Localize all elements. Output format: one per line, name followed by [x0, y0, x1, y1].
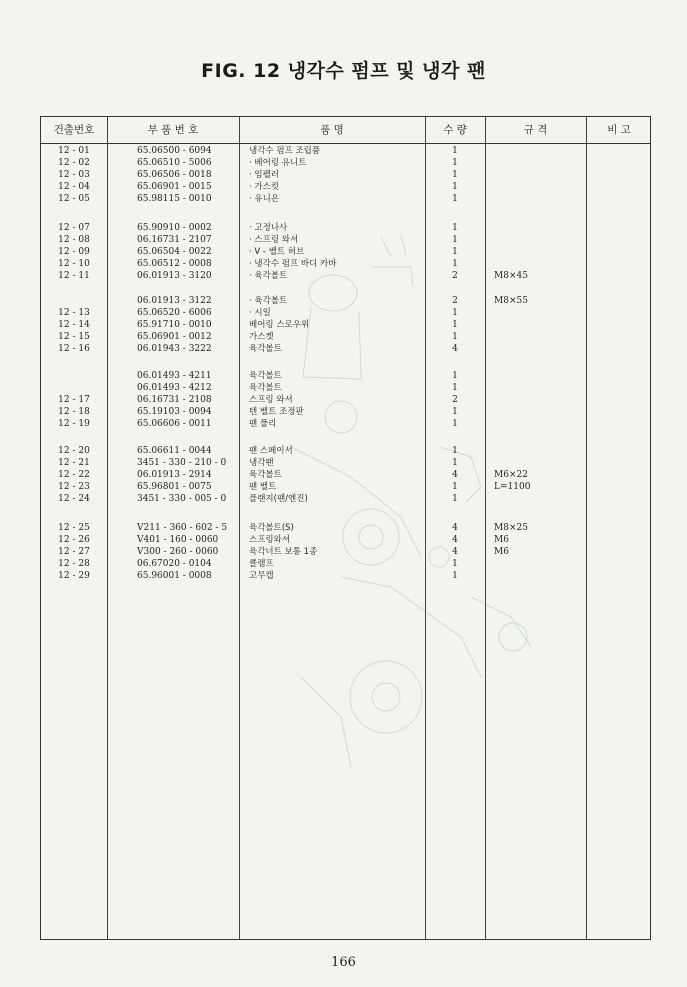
row-quantity: 1 — [452, 170, 458, 180]
row-quantity: 1 — [452, 182, 458, 192]
row-spec: M6×22 — [494, 470, 528, 480]
header-part-name: 품 명 — [320, 124, 344, 136]
row-quantity: 1 — [452, 383, 458, 393]
row-spec: L=1100 — [494, 482, 531, 492]
table-row — [41, 546, 650, 558]
row-part-name: · 냉각수 펌프 바디 카바 — [249, 259, 337, 269]
table-row — [41, 522, 650, 534]
row-part-number: V300 - 260 - 0060 — [137, 547, 219, 557]
row-quantity: 1 — [452, 482, 458, 492]
row-part-number: 65.90910 - 0002 — [137, 223, 212, 233]
row-quantity: 1 — [452, 371, 458, 381]
row-code: 12 - 08 — [58, 235, 90, 245]
row-code: 12 - 28 — [58, 559, 90, 569]
table-row — [41, 469, 650, 481]
row-part-number: 65.91710 - 0010 — [137, 320, 212, 330]
row-quantity: 4 — [452, 535, 458, 545]
row-quantity: 1 — [452, 247, 458, 257]
row-code: 12 - 21 — [58, 458, 90, 468]
row-quantity: 1 — [452, 571, 458, 581]
table-row — [41, 534, 650, 546]
row-part-number: V211 - 360 - 602 - 5 — [137, 523, 228, 533]
row-quantity: 1 — [452, 235, 458, 245]
row-code: 12 - 13 — [58, 308, 90, 318]
row-part-number: 65.06500 - 6094 — [137, 146, 212, 156]
table-row — [41, 570, 650, 582]
row-part-name: · 가스킷 — [249, 182, 280, 192]
table-row — [41, 418, 650, 430]
row-part-number: 65.06520 - 6006 — [137, 308, 212, 318]
row-quantity: 2 — [452, 395, 458, 405]
row-part-name: · 스프링 와셔 — [249, 235, 299, 245]
row-part-number: 65.06512 - 0008 — [137, 259, 212, 269]
row-part-name: 플랜지(팬/엔진) — [249, 494, 308, 504]
row-quantity: 1 — [452, 223, 458, 233]
row-code: 12 - 04 — [58, 182, 90, 192]
row-part-number: 06.01493 - 4212 — [137, 383, 212, 393]
table-row — [41, 558, 650, 570]
row-part-number: 65.98115 - 0010 — [137, 194, 212, 204]
row-part-number: V401 - 160 - 0060 — [137, 535, 219, 545]
table-row — [41, 246, 650, 258]
row-code: 12 - 29 — [58, 571, 90, 581]
row-code: 12 - 05 — [58, 194, 90, 204]
row-part-number: 65.06901 - 0012 — [137, 332, 212, 342]
row-part-name: 팬 벨트 — [249, 482, 277, 492]
page-number: 166 — [331, 955, 356, 970]
table-row — [41, 295, 650, 307]
row-quantity: 4 — [452, 523, 458, 533]
row-quantity: 2 — [452, 296, 458, 306]
table-row — [41, 481, 650, 493]
row-code: 12 - 26 — [58, 535, 90, 545]
row-part-name: 냉각수 펌프 조립품 — [249, 146, 321, 156]
row-part-name: · 육각볼트 — [249, 271, 288, 281]
header-code: 건출번호 — [53, 124, 95, 136]
row-part-number: 65.06901 - 0015 — [137, 182, 212, 192]
row-part-name: 팬 풀리 — [249, 419, 277, 429]
row-quantity: 1 — [452, 559, 458, 569]
row-code: 12 - 10 — [58, 259, 90, 269]
table-row — [41, 181, 650, 193]
table-row — [41, 382, 650, 394]
table-row — [41, 445, 650, 457]
header-quantity: 수 량 — [443, 124, 467, 136]
row-code: 12 - 19 — [58, 419, 90, 429]
row-spec: M6 — [494, 535, 509, 545]
page-title: FIG. 12 냉각수 펌프 및 냉각 팬 — [201, 60, 486, 82]
row-part-name: 냉각팬 — [249, 458, 274, 468]
row-part-name: 육각볼트 — [249, 371, 282, 381]
row-part-name: 클램프 — [249, 559, 274, 569]
row-code: 12 - 17 — [58, 395, 90, 405]
table-row — [41, 331, 650, 343]
row-part-number: 65.96001 - 0008 — [137, 571, 212, 581]
table-row — [41, 307, 650, 319]
row-part-name: · V - 벨트 허브 — [249, 247, 305, 257]
row-quantity: 2 — [452, 271, 458, 281]
row-part-name: 팬 스페이서 — [249, 446, 293, 456]
row-quantity: 1 — [452, 494, 458, 504]
row-code: 12 - 03 — [58, 170, 90, 180]
row-quantity: 1 — [452, 146, 458, 156]
table-row — [41, 222, 650, 234]
header-remark: 비 고 — [607, 124, 631, 136]
row-part-name: · 유니온 — [249, 194, 280, 204]
row-code: 12 - 22 — [58, 470, 90, 480]
row-part-number: 65.06606 - 0011 — [137, 419, 212, 429]
row-quantity: 1 — [452, 194, 458, 204]
row-part-number: 65.06506 - 0018 — [137, 170, 212, 180]
row-part-name: 스프링 와셔 — [249, 395, 293, 405]
row-quantity: 1 — [452, 158, 458, 168]
row-part-name: · 시일 — [249, 308, 271, 318]
row-part-number: 3451 - 330 - 210 - 0 — [137, 458, 227, 468]
row-part-name: 육각볼트 — [249, 470, 282, 480]
row-code: 12 - 01 — [58, 146, 90, 156]
row-spec: M8×55 — [494, 296, 528, 306]
row-code: 12 - 15 — [58, 332, 90, 342]
parts-table — [40, 116, 651, 940]
table-row — [41, 343, 650, 355]
table-row — [41, 457, 650, 469]
row-quantity: 1 — [452, 308, 458, 318]
row-code: 12 - 18 — [58, 407, 90, 417]
row-quantity: 1 — [452, 320, 458, 330]
row-part-number: 65.96801 - 0075 — [137, 482, 212, 492]
table-row — [41, 193, 650, 205]
row-quantity: 1 — [452, 419, 458, 429]
table-row — [41, 258, 650, 270]
row-quantity: 1 — [452, 332, 458, 342]
row-part-number: 06.16731 - 2107 — [137, 235, 212, 245]
table-row — [41, 493, 650, 505]
row-part-number: 65.19103 - 0094 — [137, 407, 212, 417]
row-part-name: · 육각볼트 — [249, 296, 288, 306]
row-spec: M8×25 — [494, 523, 528, 533]
row-part-name: 텐 벨트 조정판 — [249, 407, 304, 417]
row-part-number: 06.16731 - 2108 — [137, 395, 212, 405]
header-spec: 규 격 — [523, 124, 548, 136]
row-code: 12 - 11 — [58, 271, 90, 281]
row-part-name: 육각너트 보통 1종 — [249, 547, 318, 557]
table-row — [41, 319, 650, 331]
row-part-name: · 고정나사 — [249, 223, 288, 233]
row-part-name: · 임펠러 — [249, 170, 280, 180]
row-part-name: 가스켓 — [249, 332, 274, 342]
row-part-number: 06.01943 - 3222 — [137, 344, 212, 354]
row-spec: M8×45 — [494, 271, 528, 281]
row-quantity: 4 — [452, 470, 458, 480]
table-row — [41, 234, 650, 246]
table-header — [41, 117, 650, 144]
row-code: 12 - 27 — [58, 547, 90, 557]
row-part-name: 스프링와셔 — [249, 535, 291, 545]
row-part-number: 65.06504 - 0022 — [137, 247, 212, 257]
row-code: 12 - 16 — [58, 344, 90, 354]
row-code: 12 - 23 — [58, 482, 90, 492]
row-part-number: 06.01913 - 2914 — [137, 470, 212, 480]
table-row — [41, 145, 650, 157]
row-code: 12 - 07 — [58, 223, 90, 233]
row-code: 12 - 25 — [58, 523, 90, 533]
row-part-number: 65.06611 - 0044 — [137, 446, 212, 456]
row-quantity: 1 — [452, 407, 458, 417]
row-code: 12 - 09 — [58, 247, 90, 257]
row-part-number: 65.06510 - 5006 — [137, 158, 212, 168]
table-row — [41, 169, 650, 181]
row-part-name: · 베어링 유니트 — [249, 158, 307, 168]
row-code: 12 - 02 — [58, 158, 90, 168]
row-part-name: 베어링 스로우위 — [249, 320, 310, 330]
row-part-number: 06.01493 - 4211 — [137, 371, 212, 381]
row-part-name: 육각볼트(S) — [249, 523, 294, 533]
row-code: 12 - 20 — [58, 446, 90, 456]
table-row — [41, 406, 650, 418]
row-part-number: 06.01913 - 3122 — [137, 296, 212, 306]
row-part-name: 육각볼트 — [249, 344, 282, 354]
row-part-name: 고무캡 — [249, 571, 274, 581]
header-part-number: 부 품 번 호 — [147, 124, 199, 136]
row-part-number: 3451 - 330 - 005 - 0 — [137, 494, 227, 504]
row-part-name: 육각볼트 — [249, 383, 282, 393]
table-row — [41, 370, 650, 382]
row-code: 12 - 14 — [58, 320, 90, 330]
row-quantity: 4 — [452, 344, 458, 354]
row-part-number: 06.01913 - 3120 — [137, 271, 212, 281]
row-part-number: 06.67020 - 0104 — [137, 559, 212, 569]
row-quantity: 1 — [452, 446, 458, 456]
table-row — [41, 270, 650, 282]
row-spec: M6 — [494, 547, 509, 557]
table-row — [41, 157, 650, 169]
row-code: 12 - 24 — [58, 494, 90, 504]
row-quantity: 1 — [452, 259, 458, 269]
table-row — [41, 394, 650, 406]
row-quantity: 4 — [452, 547, 458, 557]
row-quantity: 1 — [452, 458, 458, 468]
